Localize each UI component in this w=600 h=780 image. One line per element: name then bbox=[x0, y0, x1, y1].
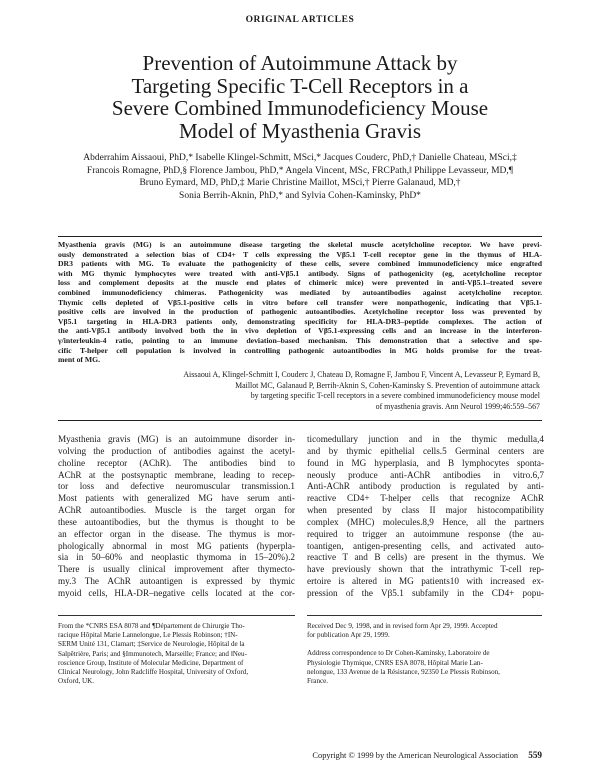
footnote-line: SERM Unité 131, Clamart; ‡Service de Neurologie, Hôpital de la bbox=[58, 640, 245, 649]
title-line: Model of Myasthenia Gravis bbox=[178, 118, 422, 143]
body-line: an effector organ in the disease. The thymus is mor- bbox=[58, 528, 295, 539]
body-line: have previously shown that the intrathymic T-cell rep- bbox=[307, 564, 544, 575]
body-line: volving the production of antibodies against the acetyl- bbox=[58, 445, 295, 456]
body-line: and by thymic epithelial cells.5 Germinal centers are bbox=[307, 445, 544, 456]
footnote-line: for publication Apr 29, 1999. bbox=[307, 631, 390, 640]
footnote-line: France. bbox=[307, 677, 329, 686]
body-line: neously produce anti-AChR antibodies in vitro.6,7 bbox=[307, 469, 544, 480]
citation-line: by targeting specific T-cell receptors in a severe combined immunodeficiency mouse model bbox=[250, 391, 540, 400]
footnote-line: roscience Group, Institute of Molecular Medicine, Department of bbox=[58, 658, 244, 667]
article-title bbox=[0, 52, 600, 142]
author-list bbox=[30, 152, 570, 202]
abstract bbox=[58, 240, 542, 365]
abstract-line: Myasthenia gravis (MG) is an autoimmune disease targeting the skeletal muscle acetylcholine receptor. We have previ- bbox=[58, 240, 542, 249]
citation-line: of myasthenia gravis. Ann Neurol 1999;46:559–567 bbox=[375, 401, 540, 411]
body-line: complex (MHC) molecules.8,9 Hence, all the partners bbox=[307, 516, 544, 527]
abstract-line: the anti-Vβ5.1 antibody involved both the in vivo depletion of Vβ5.1-expressing cells and an increase in the interferon- bbox=[58, 326, 542, 336]
page-number: 559 bbox=[528, 750, 542, 760]
title-line: Prevention of Autoimmune Attack by bbox=[142, 51, 458, 75]
body-line: AChR at the postsynaptic membrane, leading to recep- bbox=[58, 469, 295, 480]
abstract-line: γ/interleukin-4 ratio, pointing to an immune deviation–based mechanism. This demonstration that a selective and spe- bbox=[58, 335, 542, 345]
body-line: phologically abnormal in most MG patients (hyperpla- bbox=[58, 540, 295, 551]
footnote-line: Received Dec 9, 1998, and in revised form Apr 29, 1999. Accepted bbox=[307, 622, 498, 630]
abstract-line: positive cells are involved in the production of pathogenic autoantibodies. Acetylcholine receptor loss was prevented by bbox=[58, 307, 542, 317]
body-line: ertoire is altered in MG patients10 with increased ex- bbox=[307, 576, 544, 587]
section-label: ORIGINAL ARTICLES bbox=[245, 15, 355, 25]
body-line: reactive CD4+ T-helper cells that recognize AChR bbox=[307, 493, 544, 504]
abstract-line: ously demonstrated a selection bias of CD4+ T cells expressing the Vβ5.1 T-cell receptor gene in the thymus of HLA- bbox=[58, 249, 542, 259]
copyright: Copyright © 1999 by the American Neurological Association bbox=[312, 751, 519, 760]
footnote-line: Address correspondence to Dr Cohen-Kaminsky, Laboratoire de bbox=[307, 649, 490, 658]
body-column-right bbox=[307, 434, 544, 600]
citation-line: Aissaoui A, Klingel-Schmitt I, Couderc J, Chateau D, Romagne F, Jambou F, Vincent A, Levasseur P, Eymard B, bbox=[183, 370, 540, 379]
author-line: Sonia Berrih-Aknin, PhD,* and Sylvia Cohen-Kaminsky, PhD* bbox=[179, 190, 421, 201]
affiliations-footnote bbox=[58, 622, 295, 686]
footnote-rule-left bbox=[58, 615, 295, 616]
body-line: sia in 50–60% and neoplastic thymoma in 15–20%).2 bbox=[58, 552, 295, 563]
footnote-line: Oxford, UK. bbox=[58, 677, 95, 686]
body-line: toantigen, antigen-presenting cells, and activated auto- bbox=[307, 540, 544, 551]
body-line: AChR autoantibodies. Muscle is the target organ for bbox=[58, 505, 295, 516]
citation-line: Maillot MC, Galanaud P, Berrih-Aknin S, Cohen-Kaminsky S. Prevention of autoimmune attack bbox=[235, 380, 540, 390]
publication-footnote bbox=[307, 622, 542, 686]
body-line: choline receptor (AChR). The antibodies bind to bbox=[58, 457, 295, 468]
abstract-line: Vβ5.1 targeting in HLA-DR3 patients only, demonstrating specificity for HLA-DR3–peptide complexes. The action of bbox=[58, 316, 542, 326]
body-line: found in MG hyperplasia, and B lymphocytes sponta- bbox=[307, 457, 544, 468]
abstract-line: with MG thymic lymphocytes were treated with anti-Vβ5.1 antibody. Signs of pathogenicity (eg, acetylcholine receptor bbox=[58, 268, 542, 278]
body-line: myoid cells, HLA-DR–negative cells located at the cor- bbox=[58, 587, 295, 598]
body-line: reactive T and B cells) are present in the thymus. We bbox=[307, 552, 544, 563]
body-column-left bbox=[58, 434, 295, 600]
page-footer bbox=[58, 750, 542, 760]
body-line: Most patients with generalized MG have serum anti- bbox=[58, 493, 295, 504]
body-line: pression of the Vβ5.1 subfamily in the CD4+ popu- bbox=[307, 587, 544, 598]
abstract-line: DR3 patients with MG. To evaluate the pathogenicity of these cells, severe combined immunodeficiency mice engrafted bbox=[58, 259, 542, 269]
abstract-line: loss and complement deposits at the muscle end plates of chimeric mice) were prevented in anti-Vβ5.1–treated severe bbox=[58, 278, 542, 288]
author-line: Abderrahim Aissaoui, PhD,* Isabelle Klingel-Schmitt, MSci,* Jacques Couderc, PhD,† Danielle Chateau, MSci,‡ bbox=[83, 153, 517, 163]
abstract-line: cific T-helper cell population is involved in controlling pathogenic autoantibodies in MG holds promise for the treat- bbox=[58, 345, 542, 355]
abstract-line: combined immunodeficiency chimeras. Pathogenicity was mediated by autoantibodies against acetylcholine receptor. bbox=[58, 287, 542, 297]
author-line: Bruno Eymard, MD, PhD,‡ Marie Christine Maillot, MSci,† Pierre Galanaud, MD,† bbox=[139, 178, 461, 189]
footnote-line: Physiologie Thymique, CNRS ESA 8078, Hôpital Marie Lan- bbox=[307, 658, 483, 667]
abstract-bottom-rule bbox=[58, 420, 542, 421]
abstract-top-rule bbox=[58, 236, 542, 237]
footnote-line: Clinical Neurology, John Radcliffe Hospital, University of Oxford, bbox=[58, 668, 249, 677]
body-line: when presented by class II major histocompatibility bbox=[307, 505, 544, 516]
body-line: Anti-AChR antibody production is regulated by anti- bbox=[307, 481, 544, 492]
body-line: Myasthenia gravis (MG) is an autoimmune disorder in- bbox=[58, 434, 295, 444]
body-line: ticomedullary junction and in the thymic medulla,4 bbox=[307, 434, 544, 444]
abstract-line: Thymic cells depleted of Vβ5.1-positive cells in vitro before cell transfer were nonpathogenic, indicating that Vβ5.1- bbox=[58, 297, 542, 307]
title-line: Severe Combined Immunodeficiency Mouse bbox=[111, 96, 489, 120]
abstract-line: ment of MG. bbox=[58, 355, 101, 365]
body-line: my.3 The AChR autoantigen is expressed by thymic bbox=[58, 576, 295, 587]
body-line: required to trigger an autoimmune response (the au- bbox=[307, 528, 544, 539]
footnote-line: nelongue, 133 Avenue de la Résistance, 92350 Le Plessis Robinson, bbox=[307, 667, 500, 676]
body-line: There is usually clinical improvement after thymecto- bbox=[58, 564, 295, 575]
footnote-line: Salpêtrière, Paris; and §Immunotech, Marseille; France; and ‖Neu- bbox=[58, 649, 247, 658]
footnote-line: From the *CNRS ESA 8078 and ¶Département de Chirurgie Tho- bbox=[58, 622, 245, 630]
body-line: tor loss and defective neuromuscular transmission.1 bbox=[58, 481, 295, 492]
footnote-rule-right bbox=[307, 615, 542, 616]
citation bbox=[58, 370, 540, 412]
title-line: Targeting Specific T-Cell Receptors in a bbox=[131, 73, 469, 98]
footnote-spacer bbox=[307, 640, 542, 649]
body-line: these autoantibodies, but the thymus is thought to be bbox=[58, 516, 295, 527]
footnote-line: racique Hôpital Marie Lannelongue, Le Plessis Robinson; †IN- bbox=[58, 631, 238, 640]
author-line: Francois Romagne, PhD,§ Florence Jambou, PhD,* Angela Vincent, MSc, FRCPath,‖ Philippe Levasseur, MD,¶ bbox=[86, 165, 514, 176]
